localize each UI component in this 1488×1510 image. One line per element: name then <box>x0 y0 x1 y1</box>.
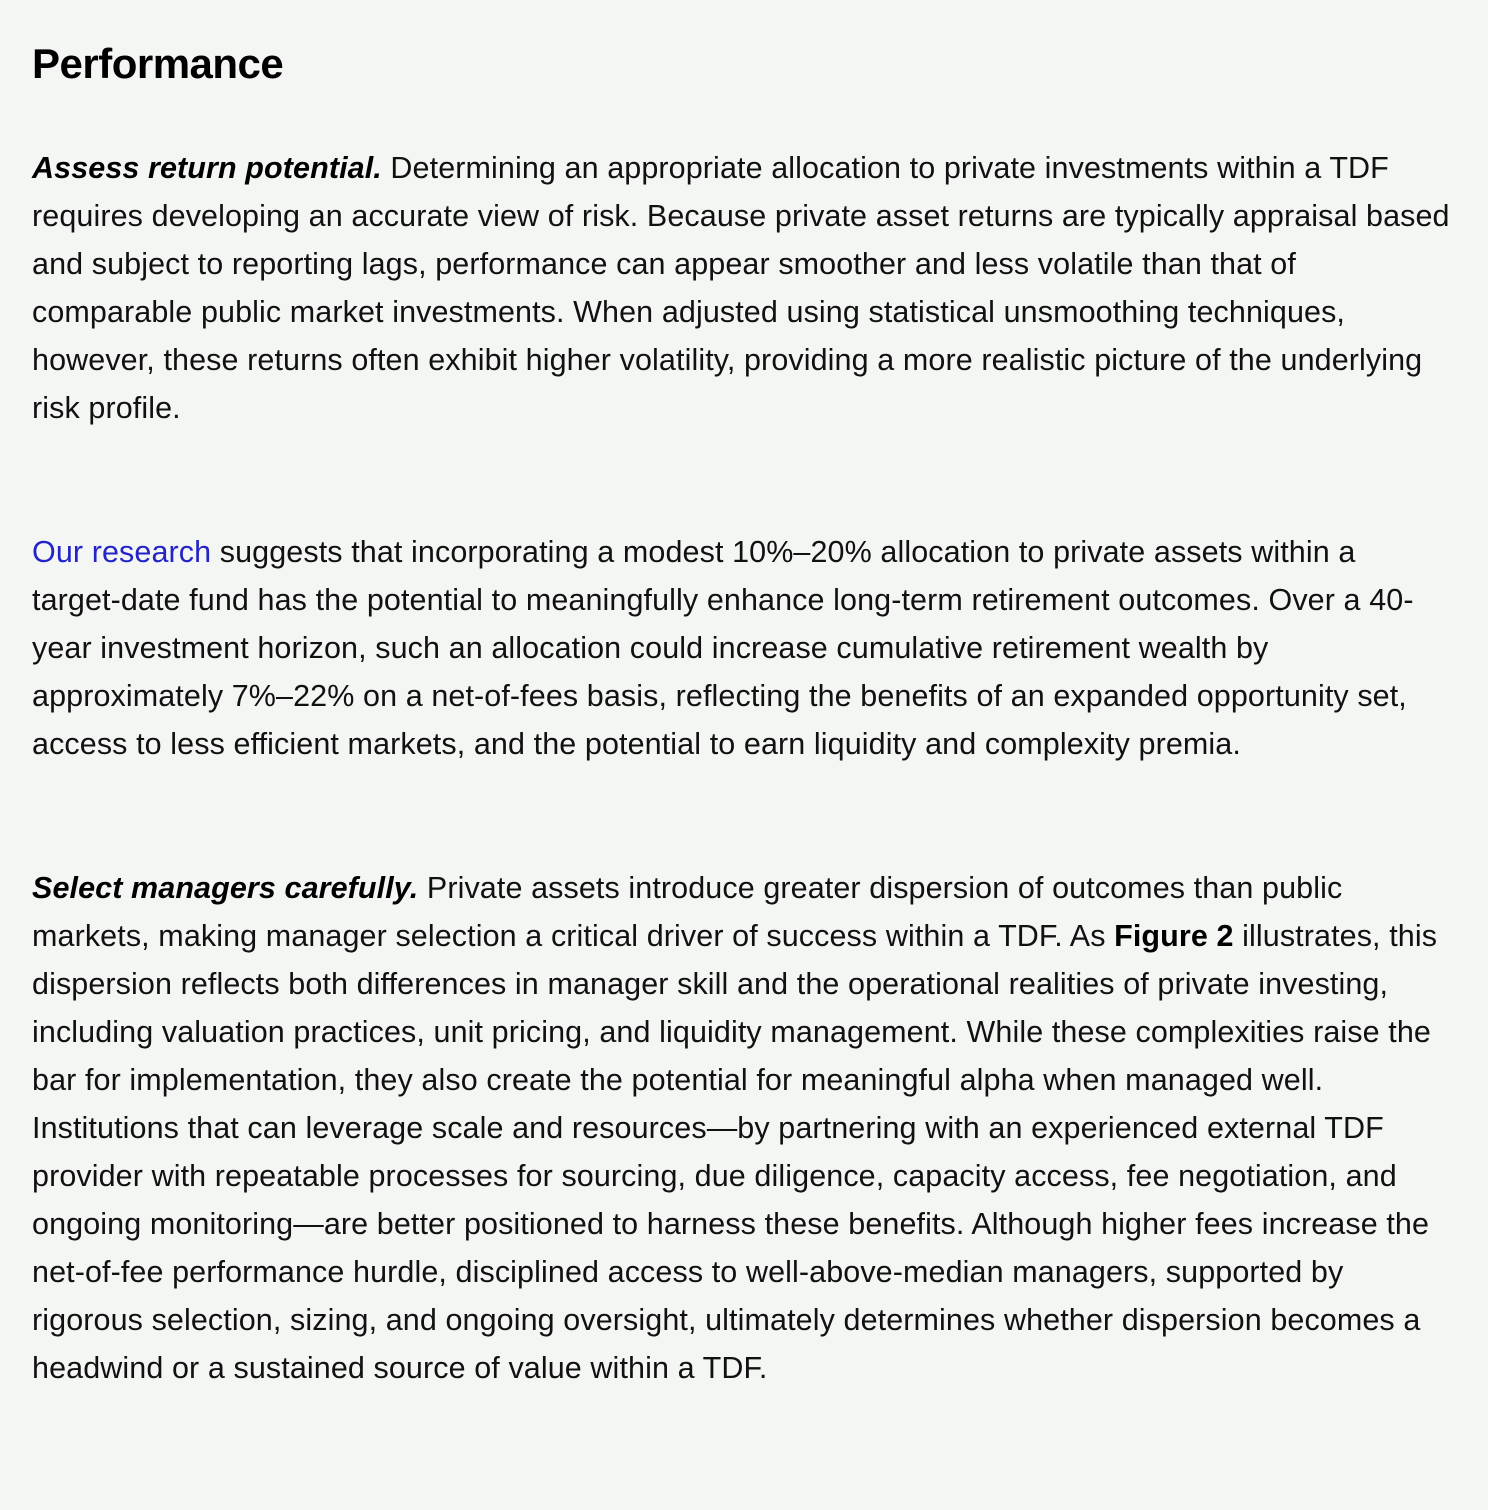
paragraph-research <box>32 528 1452 768</box>
paragraph-text: Determining an appropriate allocation to private investments within a TDF requires developing an accurate view of risk. Because private asset returns are typically appraisal based and subject to reporting lags, performance can appear smoother and less volatile than that of comparable public market investments. When adjusted using statistical unsmoothing techniques, however, these returns often exhibit higher volatility, providing a more realistic picture of the underlying risk profile. <box>32 151 1450 425</box>
paragraph-text: Private assets introduce greater dispersion of outcomes than public markets, making manager selection a critical driver of success within a TDF. As <box>32 871 1343 953</box>
paragraph-assess-return <box>32 144 1452 432</box>
paragraph-text: illustrates, this dispersion reflects both differences in manager skill and the operational realities of private investing, including valuation practices, unit pricing, and liquidity management. While these complexities raise the bar for implementation, they also create the potential for meaningful alpha when managed well. Institutions that can leverage scale and resources—by partnering with an experienced external TDF provider with repeatable processes for sourcing, due diligence, capacity access, fee negotiation, and ongoing monitoring—are better positioned to harness these benefits. Although higher fees increase the net-of-fee performance hurdle, disciplined access to well-above-median managers, supported by rigorous selection, sizing, and ongoing oversight, ultimately determines whether dispersion becomes a headwind or a sustained source of value within a TDF. <box>32 919 1438 1385</box>
paragraph-text: suggests that incorporating a modest 10%–20% allocation to private assets within a target-date fund has the potential to meaningfully enhance long-term retirement outcomes. Over a 40-year investment horizon, such an allocation could increase cumulative retirement wealth by approximately 7%–22% on a net-of-fees basis, reflecting the benefits of an expanded opportunity set, access to less efficient markets, and the potential to earn liquidity and complexity premia. <box>32 535 1414 761</box>
figure-reference: Figure 2 <box>1114 919 1234 953</box>
paragraph-lead-assess-return: Assess return potential. <box>32 151 382 185</box>
section-heading: Performance <box>32 40 284 87</box>
paragraph-select-managers <box>32 864 1452 1392</box>
our-research-link[interactable]: Our research <box>32 535 212 569</box>
paragraph-lead-select-managers: Select managers carefully. <box>32 871 419 905</box>
